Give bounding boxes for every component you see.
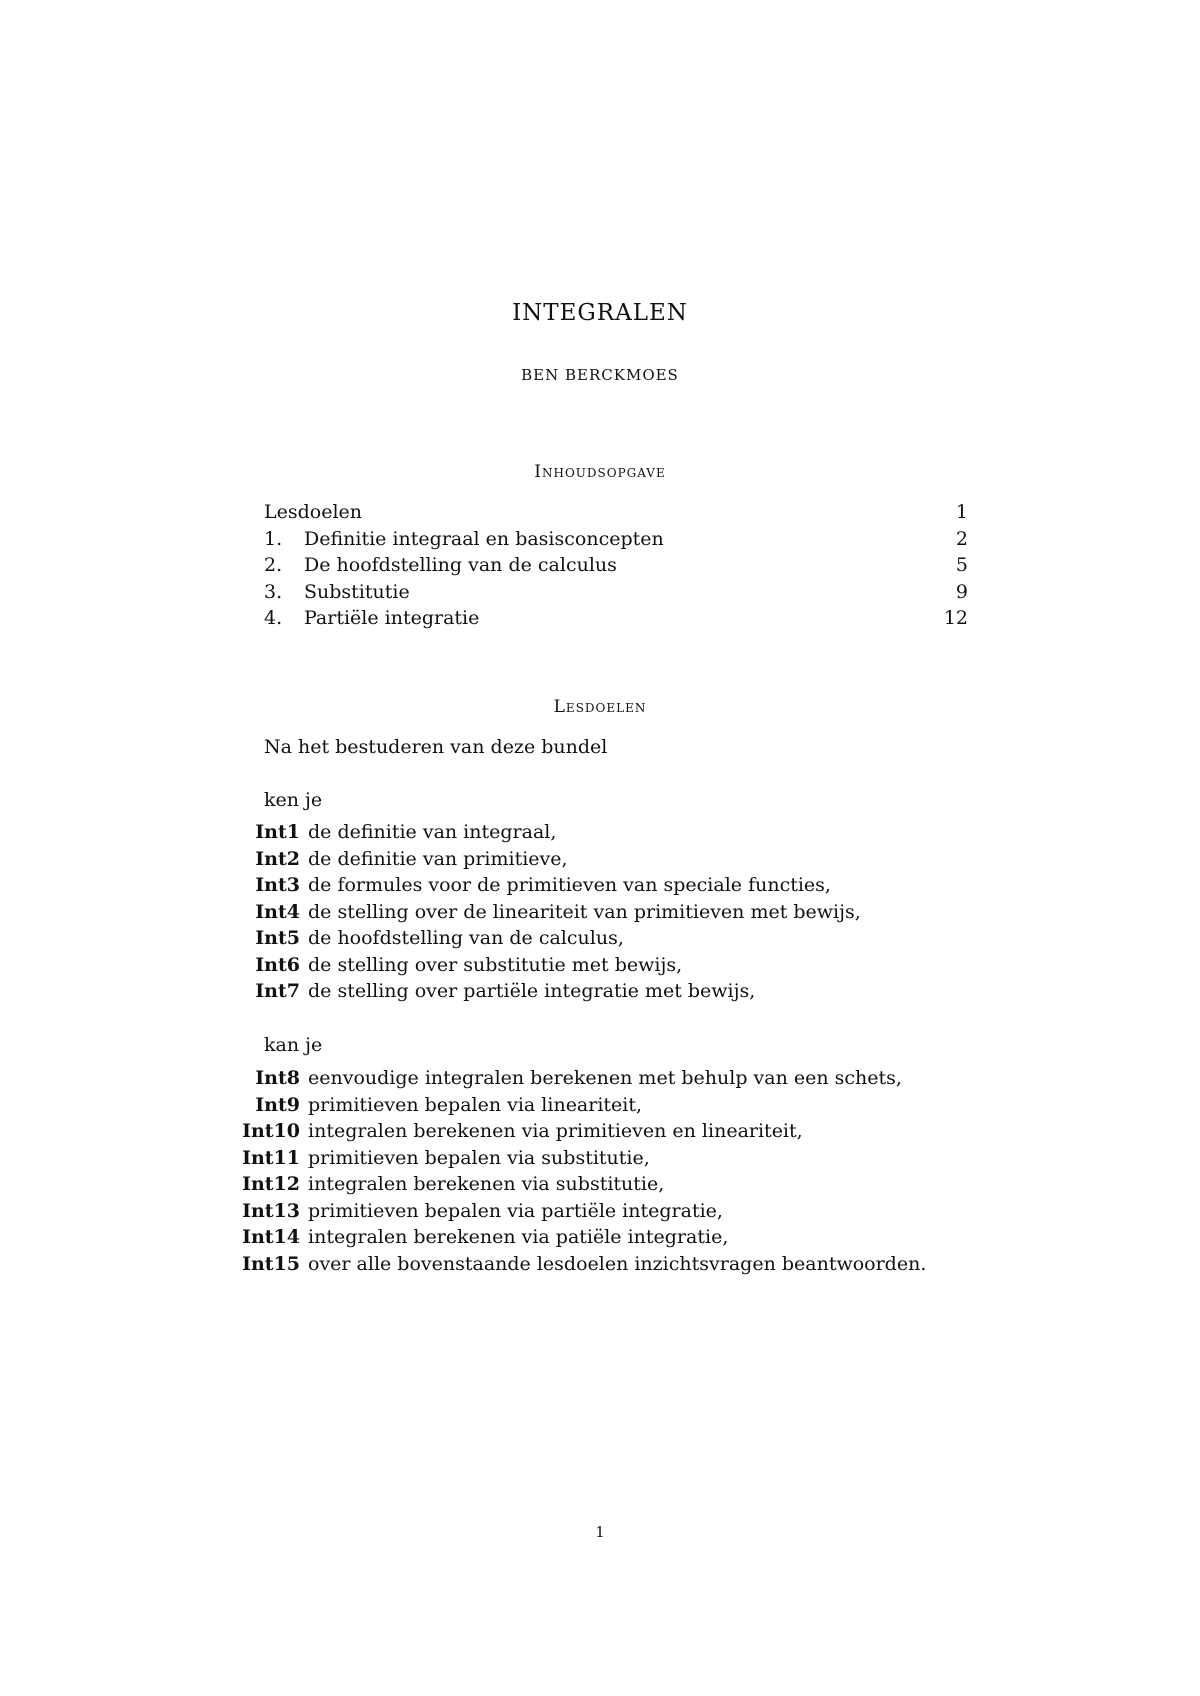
- goal-text: primitieven bepalen via lineariteit,: [308, 1093, 643, 1116]
- goal-item: [230, 1171, 926, 1198]
- goal-code: Int14: [242, 1226, 300, 1248]
- lesdoelen-heading: Lesdoelen: [553, 697, 647, 717]
- toc-entry-page: 9: [955, 580, 968, 603]
- goal-item: [230, 899, 861, 926]
- goal-text: de stelling over de lineariteit van primitieven met bewijs,: [308, 900, 861, 923]
- goal-text: de hoofdstelling van de calculus,: [308, 927, 624, 949]
- toc-entry-number: 1.: [264, 527, 283, 550]
- toc-entry-page: 1: [955, 501, 968, 523]
- goal-text: integralen berekenen via patiële integratie,: [308, 1226, 729, 1248]
- goal-code: Int13: [242, 1199, 300, 1222]
- toc-entry-label: Substitutie: [304, 580, 410, 603]
- goal-code: Int11: [242, 1146, 300, 1169]
- toc-entry: [264, 499, 968, 526]
- goal-text: primitieven bepalen via substitutie,: [308, 1146, 650, 1169]
- goal-text: over alle bovenstaande lesdoelen inzichtsvragen beantwoorden.: [308, 1252, 927, 1275]
- goal-item: [230, 978, 861, 1005]
- document-title: INTEGRALEN: [512, 300, 688, 326]
- goal-item: [230, 1145, 926, 1172]
- toc-entry-label: De hoofdstelling van de calculus: [304, 554, 617, 576]
- skill-goals-list: [230, 1065, 926, 1277]
- goal-item: [230, 872, 861, 899]
- toc-entry-number: 3.: [264, 580, 283, 603]
- toc-entry-number: 4.: [264, 607, 283, 629]
- goal-item: [230, 846, 861, 873]
- toc-entry-page: 2: [955, 527, 968, 550]
- toc-entry-label: Partiële integratie: [304, 607, 480, 629]
- toc-entry: [264, 526, 968, 553]
- goal-code: Int12: [242, 1173, 300, 1195]
- table-of-contents: [264, 499, 968, 632]
- goal-code: Int2: [255, 847, 300, 870]
- ken-je-label: ken je: [264, 789, 323, 811]
- goal-code: Int15: [242, 1252, 300, 1275]
- toc-entry-page: 5: [955, 554, 968, 576]
- knowledge-goals-list: [230, 819, 861, 1005]
- goal-text: primitieven bepalen via partiële integratie,: [308, 1199, 723, 1222]
- goal-item: [230, 1251, 926, 1278]
- goal-code: Int8: [255, 1067, 300, 1089]
- goal-item: [230, 925, 861, 952]
- goal-text: de definitie van integraal,: [308, 821, 557, 843]
- toc-entry-page: 12: [943, 607, 968, 629]
- goal-code: Int5: [255, 927, 300, 949]
- goal-code: Int1: [255, 821, 300, 843]
- goal-item: [230, 952, 861, 979]
- toc-entry: [264, 552, 968, 579]
- kan-je-label: kan je: [264, 1034, 323, 1056]
- goal-code: Int4: [255, 900, 300, 923]
- toc-entry-label: Lesdoelen: [264, 501, 363, 523]
- goal-item: [230, 1198, 926, 1225]
- goal-text: integralen berekenen via substitutie,: [308, 1173, 665, 1195]
- goal-code: Int6: [255, 953, 300, 976]
- goal-text: de definitie van primitieve,: [308, 847, 568, 870]
- goal-text: de stelling over substitutie met bewijs,: [308, 953, 683, 976]
- goal-code: Int3: [255, 874, 300, 896]
- intro-text: Na het bestuderen van deze bundel: [264, 736, 608, 758]
- goal-code: Int7: [255, 980, 300, 1002]
- toc-heading: Inhoudsopgave: [534, 462, 666, 482]
- goal-text: integralen berekenen via primitieven en lineariteit,: [308, 1120, 803, 1142]
- goal-item: [230, 1118, 926, 1145]
- document-author: BEN BERCKMOES: [521, 366, 679, 384]
- goal-text: eenvoudige integralen berekenen met behulp van een schets,: [308, 1067, 902, 1089]
- goal-item: [230, 819, 861, 846]
- toc-entry-number: 2.: [264, 554, 283, 576]
- goal-text: de formules voor de primitieven van speciale functies,: [308, 874, 831, 896]
- goal-item: [230, 1065, 926, 1092]
- toc-entry-label: Definitie integraal en basisconcepten: [304, 527, 664, 550]
- goal-code: Int9: [255, 1093, 300, 1116]
- toc-entry: [264, 605, 968, 632]
- goal-item: [230, 1224, 926, 1251]
- goal-item: [230, 1092, 926, 1119]
- toc-entry: [264, 579, 968, 606]
- goal-text: de stelling over partiële integratie met bewijs,: [308, 980, 756, 1002]
- goal-code: Int10: [242, 1120, 300, 1142]
- page-number: 1: [595, 1523, 605, 1541]
